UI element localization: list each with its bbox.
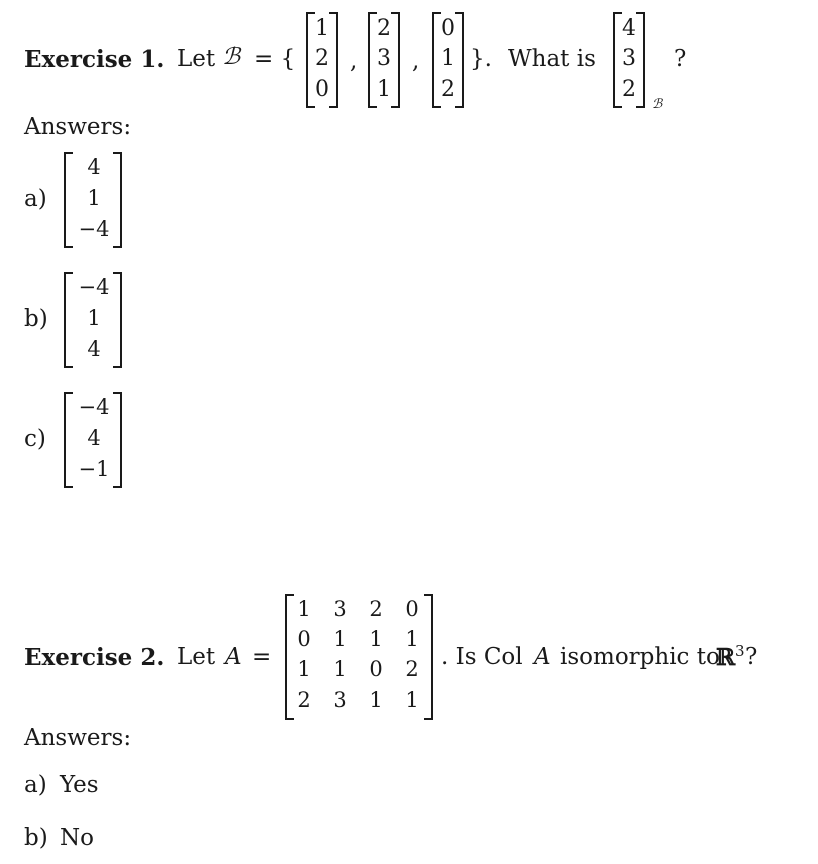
vector-entry: −4 — [78, 217, 110, 241]
matrix-a — [285, 594, 433, 720]
matrix-entry: 1 — [333, 627, 347, 651]
vector-entry: 1 — [377, 77, 391, 102]
close-brace: }. — [470, 46, 492, 72]
matrix-entry: 1 — [297, 597, 311, 621]
matrix-entry: 1 — [405, 627, 419, 651]
answers-label: Answers: — [24, 725, 132, 751]
matrix-entry: 0 — [297, 627, 311, 651]
exercise-1-let: Let — [177, 46, 216, 72]
what-is: What is — [508, 46, 596, 72]
space-exponent: 3 — [735, 642, 745, 660]
matrix-entry: 1 — [405, 688, 419, 712]
exercise-2-title: Exercise 2. — [24, 644, 165, 671]
answer-label: c) — [24, 426, 46, 452]
matrix-entry: 1 — [369, 627, 383, 651]
matrix-entry: 3 — [333, 597, 347, 621]
matrix-entry: 2 — [297, 688, 311, 712]
matrix-entry: 1 — [369, 688, 383, 712]
vector-entry: 2 — [441, 77, 455, 102]
answer-vector — [64, 152, 122, 248]
real-space-symbol: ℝ — [716, 644, 736, 671]
vector-entry: 2 — [315, 46, 329, 71]
equals-brace: = { — [254, 46, 296, 72]
answer-text: No — [60, 825, 94, 851]
basis-vector-3 — [432, 12, 464, 108]
question-mark: ? — [674, 46, 687, 72]
exercise-2-let: Let — [177, 644, 216, 670]
vector-entry: −4 — [78, 395, 110, 419]
target-vector — [613, 12, 645, 108]
answers-label: Answers: — [24, 114, 132, 140]
matrix-entry: 1 — [297, 657, 311, 681]
answer-vector — [64, 392, 122, 488]
basis-symbol: ℬ — [222, 44, 241, 70]
vector-entry: −1 — [78, 457, 110, 481]
answer-label: b) — [24, 306, 48, 332]
vector-entry: 4 — [622, 16, 636, 41]
vector-entry: 0 — [441, 16, 455, 41]
vector-entry: 1 — [87, 306, 101, 330]
vector-entry: −4 — [78, 275, 110, 299]
answer-vector — [64, 272, 122, 368]
matrix-entry: 1 — [333, 657, 347, 681]
vector-entry: 1 — [315, 16, 329, 41]
question-mid: isomorphic to — [560, 644, 720, 670]
comma: , — [412, 48, 420, 74]
matrix-entry: 2 — [369, 597, 383, 621]
vector-entry: 0 — [315, 77, 329, 102]
vector-entry: 3 — [377, 46, 391, 71]
vector-entry: 4 — [87, 155, 101, 179]
answer-label: a) — [24, 186, 47, 212]
matrix-entry: 0 — [369, 657, 383, 681]
vector-entry: 1 — [87, 186, 101, 210]
answer-label: a) — [24, 772, 47, 798]
basis-vector-1 — [306, 12, 338, 108]
vector-entry: 2 — [622, 77, 636, 102]
answer-text: Yes — [60, 772, 99, 798]
question-symbol: A — [534, 644, 551, 670]
matrix-entry: 0 — [405, 597, 419, 621]
vector-entry: 2 — [377, 16, 391, 41]
matrix-symbol: A — [225, 644, 242, 670]
vector-entry: 3 — [622, 46, 636, 71]
question-prefix: . Is Col — [441, 644, 523, 670]
equals-sign: = — [252, 644, 272, 670]
exercise-1-title: Exercise 1. — [24, 46, 165, 73]
matrix-entry: 2 — [405, 657, 419, 681]
vector-entry: 1 — [441, 46, 455, 71]
question-mark: ? — [745, 644, 758, 670]
target-subscript: ℬ — [652, 97, 663, 112]
answer-label: b) — [24, 825, 48, 851]
vector-entry: 4 — [87, 337, 101, 361]
basis-vector-2 — [368, 12, 400, 108]
vector-entry: 4 — [87, 426, 101, 450]
matrix-entry: 3 — [333, 688, 347, 712]
comma: , — [350, 48, 358, 74]
